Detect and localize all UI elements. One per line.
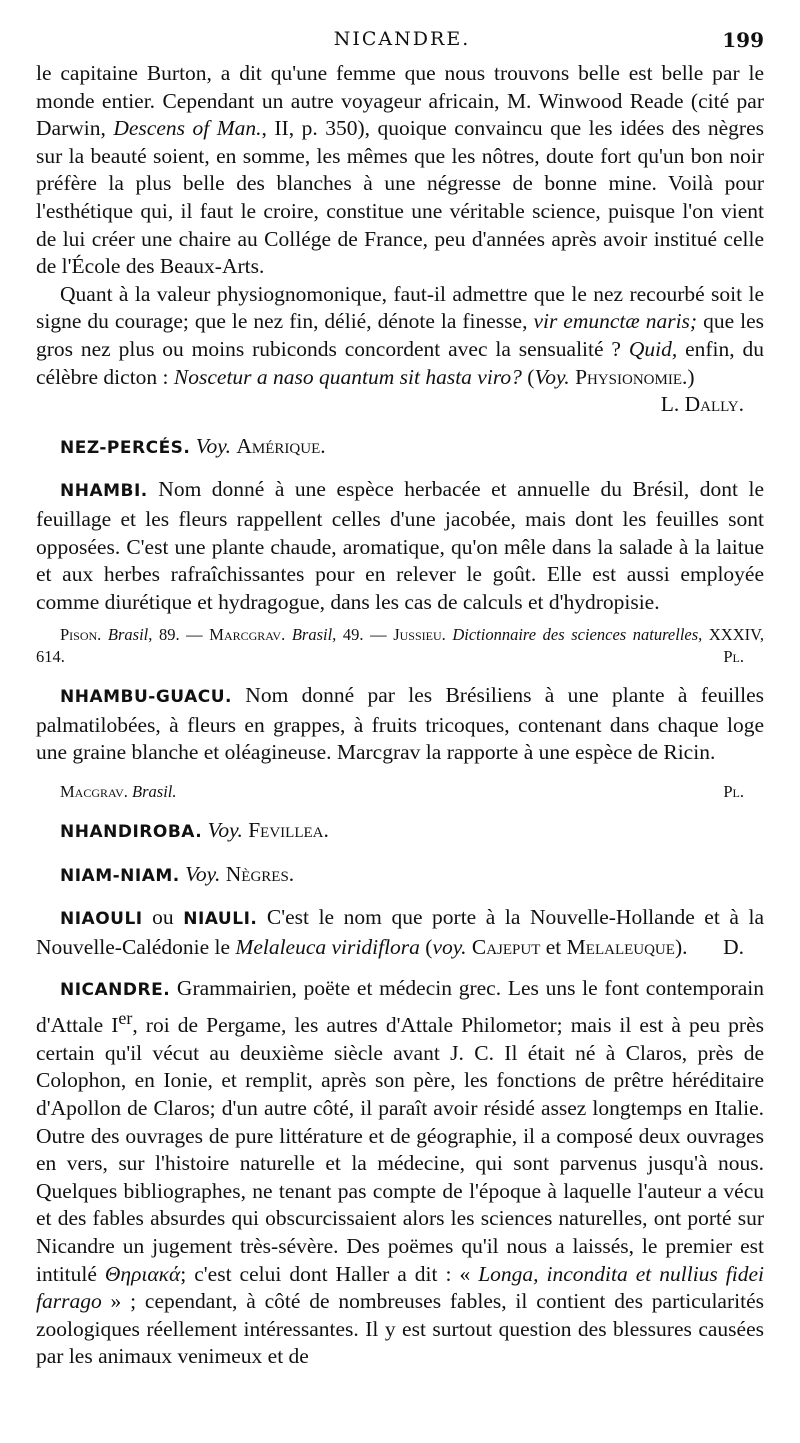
headword-nicandre: NICANDRE. [60, 980, 171, 1001]
paragraph-continuation: le capitaine Burton, a dit qu'une femme que nous trouvons belle est belle par le monde entier. Cependant un autre voyageur africain, M. Winwood Reade (cité par Darwin, Descens of Man., II, p. 350), quoique convaincu que les idées des nègres sur la beauté soient, en somme, les mêmes que les nôtres, doute fort qu'un bon noir préfère la plus belle des blanches à une négresse de bonne mine. Voilà pour l'esthétique qui, il faut le croire, constitue une véritable science, puisque l'on vient de lui créer une chaire au Collége de France, peu d'années après avoir institué celle de l'École des Beaux-Arts. [36, 61, 764, 279]
signature-pl: Pl. [723, 782, 744, 802]
paragraph-physiognomy: Quant à la valeur physiognomonique, faut-il admettre que le nez recourbé soit le signe du courage; que le nez fin, délié, dénote la finesse, vir emunctæ naris; que les gros nez plus ou moins rubiconds concordent avec la sensualité ? Quid, enfin, du célèbre dicton : Noscetur a naso quantum sit hasta viro? (Voy. Physionomie.) L. Dally. [36, 281, 764, 391]
signature-pl: Pl. [723, 647, 744, 667]
greek-title: Θηριακά [104, 1261, 181, 1286]
entry-nicandre: NICANDRE. Grammairien, poëte et médecin grec. Les uns le font contemporain d'Attale Ier, roi de Pergame, les autres d'Attale Philometor; mais il est à peu près certain qu'il vécut au deuxième siècle avant J. C. Il était né à Claros, près de Colophon, en Ionie, et remplit, après son père, les fonctions de prêtre héréditaire d'Apollon de Claros; d'un autre côté, il paraît avoir résidé assez longtemps en Italie. Outre des ouvrages de pure littérature et de géographie, il a composé deux ouvrages en vers, sur l'histoire naturelle et la médecine, qui sont parvenus jusqu'à nous. Quelques bibliographes, ne tenant pas compte de l'époque à laquelle l'auteur a vécu et des fables absurdes qui obscurcissaient alors les sciences naturelles, ont porté sur Nicandre un jugement très-sévère. Des poëmes qu'il nous a laissés, le premier est intitulé Θηριακά; c'est celui dont Haller a dit : « Longa, incondita et nullius fidei farrago » ; cependant, à côté de nombreuses fables, il contient des particularités zoologiques réellement intéressantes. Il y est surtout question des blessures causées par les animaux venimeux et de [36, 976, 764, 1369]
entry-niam-niam: NIAM-NIAM. Voy. Nègres. [60, 861, 295, 886]
references-nhambi: Pison. Brasil, 89. — Marcgrav. Brasil, 49. — Jussieu. Dictionnaire des sciences naturelles, XXXIV, 614. Pl. [36, 625, 765, 667]
entry-nez-perces: NEZ-PERCÉS. Voy. Amérique. [60, 433, 326, 458]
page-number: 199 [722, 28, 764, 52]
headword-nhandiroba: NHANDIROBA. [60, 822, 203, 843]
page-header [40, 28, 764, 58]
headword-niauli: NIAULI. [183, 909, 258, 930]
entry-nhambi: NHAMBI. Nom donné à une espèce herbacée et annuelle du Brésil, dont le feuillage et les fleurs rappellent celles d'une jacobée, mais dont les feuilles sont opposées. C'est une plante chaude, aromatique, qu'on mêle dans la salade à la laitue et aux herbes rafraîchissantes pour en relever le goût. Elle est aussi employée comme diurétique et hydragogue, dans les cas de calculs et d'hydropisie. [36, 477, 764, 614]
headword-nhambi: NHAMBI. [60, 481, 148, 502]
running-head: NICANDRE. [333, 28, 471, 50]
headword-niam-niam: NIAM-NIAM. [60, 865, 180, 886]
page-body [36, 60, 764, 1371]
entry-nhambu-guacu: NHAMBU-GUACU. Nom donné par les Brésiliens à une plante à feuilles palmatilobées, à fleurs en grappes, à fruits tricoques, contenant dans chaque loge une graine blanche et oléagineuse. Marcgrav la rapporte à une espèce de Ricin. [36, 683, 764, 765]
entry-niaouli: NIAOULI ou NIAULI. C'est le nom que porte à la Nouvelle-Hollande et à la Nouvelle-Calédonie le Melaleuca viridiflora (voy. Cajeput et Melaleuque). D. [36, 904, 764, 961]
headword-nhambu-guacu: NHAMBU-GUACU. [60, 687, 232, 708]
references-nhambu-guacu: Macgrav. Brasil. Pl. [60, 782, 744, 802]
headword-nez-perces: NEZ-PERCÉS. [60, 437, 191, 458]
entry-nhandiroba: NHANDIROBA. Voy. Fevillea. [60, 818, 329, 843]
signature-dally: L. Dally. [660, 392, 744, 417]
headword-niaouli: NIAOULI [60, 909, 143, 930]
signature-d: D. [723, 934, 744, 959]
